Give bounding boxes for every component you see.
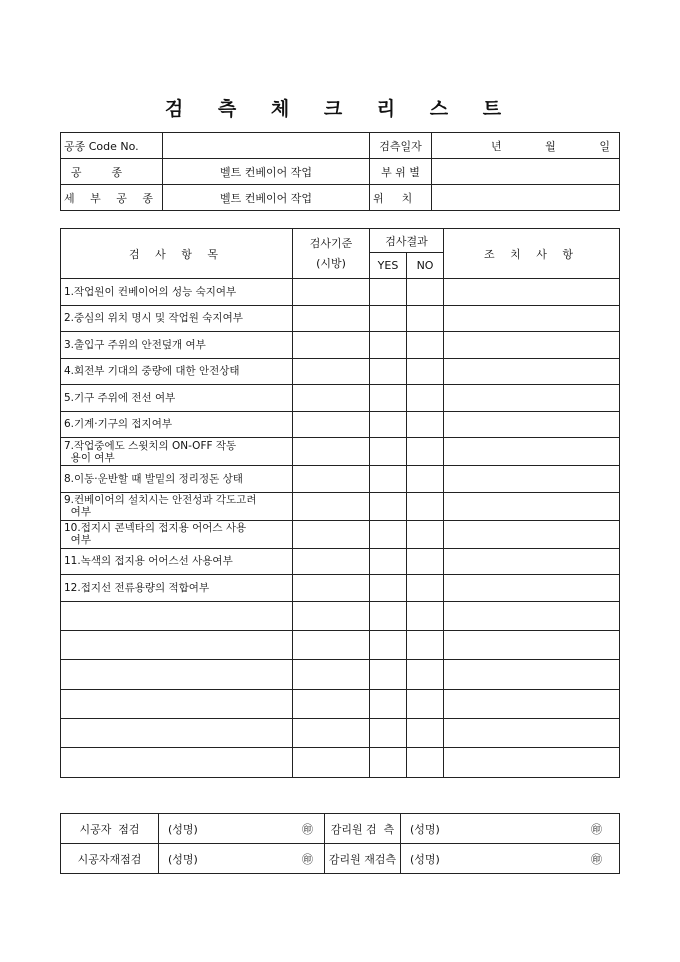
no-cell[interactable] <box>407 492 444 520</box>
seal-icon: ㊞ <box>591 822 602 836</box>
supervisor-recheck-sign[interactable] <box>401 844 620 874</box>
yes-cell[interactable] <box>370 660 407 689</box>
table-row <box>61 279 620 306</box>
contractor-check-sign[interactable] <box>159 814 325 844</box>
action-cell[interactable] <box>444 601 620 630</box>
contractor-check-label: 시공자 점검 <box>61 814 159 844</box>
action-cell[interactable] <box>444 719 620 748</box>
no-cell[interactable] <box>407 279 444 306</box>
code-value <box>163 133 370 159</box>
standard-cell[interactable] <box>293 548 370 575</box>
location-label: 위치 <box>370 185 432 211</box>
table-row <box>61 411 620 438</box>
table-row <box>61 719 620 748</box>
table-row <box>61 438 620 466</box>
no-cell[interactable] <box>407 575 444 602</box>
standard-cell[interactable] <box>293 748 370 777</box>
item-cell: 12.접지선 전류용량의 적합여부 <box>61 575 293 602</box>
item-cell <box>61 630 293 659</box>
table-row <box>61 385 620 412</box>
name-placeholder: (성명) <box>168 822 198 836</box>
no-cell[interactable] <box>407 305 444 332</box>
item-cell: 3.출입구 주위의 안전덮개 여부 <box>61 332 293 359</box>
standard-cell[interactable] <box>293 332 370 359</box>
item-cell <box>61 601 293 630</box>
col-yes-header: YES <box>370 253 407 279</box>
contractor-recheck-label: 시공자재점검 <box>61 844 159 874</box>
contractor-recheck-sign[interactable] <box>159 844 325 874</box>
table-row <box>61 332 620 359</box>
yes-cell[interactable] <box>370 279 407 306</box>
table-row <box>61 492 620 520</box>
location-value <box>432 185 620 211</box>
action-cell[interactable] <box>444 575 620 602</box>
action-cell[interactable] <box>444 332 620 359</box>
yes-cell[interactable] <box>370 438 407 466</box>
supervisor-check-label: 감리원 검 측 <box>325 814 401 844</box>
standard-cell[interactable] <box>293 689 370 718</box>
part-label: 부 위 별 <box>370 159 432 185</box>
item-cell: 8.이동·운반할 때 발밑의 정리정돈 상태 <box>61 466 293 493</box>
table-row <box>61 575 620 602</box>
item-cell <box>61 748 293 777</box>
supervisor-check-sign[interactable] <box>401 814 620 844</box>
item-cell: 10.접지시 콘넥타의 접지용 어어스 사용 여부 <box>61 520 293 548</box>
no-cell[interactable] <box>407 358 444 385</box>
item-cell <box>61 719 293 748</box>
yes-cell[interactable] <box>370 492 407 520</box>
standard-cell[interactable] <box>293 575 370 602</box>
item-cell <box>61 660 293 689</box>
work-label: 공종 <box>61 159 163 185</box>
standard-cell[interactable] <box>293 305 370 332</box>
code-label: 공종 Code No. <box>61 133 163 159</box>
yes-cell[interactable] <box>370 411 407 438</box>
action-cell[interactable] <box>444 279 620 306</box>
standard-cell[interactable] <box>293 358 370 385</box>
table-row <box>61 305 620 332</box>
table-row <box>61 358 620 385</box>
standard-cell[interactable] <box>293 385 370 412</box>
standard-cell[interactable] <box>293 719 370 748</box>
action-cell[interactable] <box>444 660 620 689</box>
yes-cell[interactable] <box>370 601 407 630</box>
col-item-header: 검 사 항 목 <box>61 229 293 279</box>
header-table <box>60 132 620 211</box>
yes-cell[interactable] <box>370 630 407 659</box>
supervisor-recheck-label: 감리원 재검측 <box>325 844 401 874</box>
action-cell[interactable] <box>444 466 620 493</box>
yes-cell[interactable] <box>370 385 407 412</box>
date-label: 검측일자 <box>370 133 432 159</box>
table-row <box>61 466 620 493</box>
no-cell[interactable] <box>407 332 444 359</box>
standard-cell[interactable] <box>293 411 370 438</box>
item-cell <box>61 689 293 718</box>
no-cell[interactable] <box>407 660 444 689</box>
action-cell[interactable] <box>444 492 620 520</box>
part-value <box>432 159 620 185</box>
no-cell[interactable] <box>407 548 444 575</box>
seal-icon: ㊞ <box>302 822 313 836</box>
action-cell[interactable] <box>444 385 620 412</box>
table-row <box>61 520 620 548</box>
item-cell: 1.작업원이 컨베이어의 성능 숙지여부 <box>61 279 293 306</box>
action-cell[interactable] <box>444 630 620 659</box>
action-cell[interactable] <box>444 748 620 777</box>
item-cell: 6.기계·기구의 접지여부 <box>61 411 293 438</box>
signature-table <box>60 813 620 874</box>
yes-cell[interactable] <box>370 689 407 718</box>
name-placeholder: (성명) <box>168 852 198 866</box>
standard-cell[interactable] <box>293 601 370 630</box>
detail-value: 벨트 컨베이어 작업 <box>163 185 370 211</box>
work-value: 벨트 컨베이어 작업 <box>163 159 370 185</box>
yes-cell[interactable] <box>370 575 407 602</box>
yes-cell[interactable] <box>370 305 407 332</box>
table-row <box>61 748 620 777</box>
date-month: 월 <box>545 139 556 153</box>
col-no-header: NO <box>407 253 444 279</box>
yes-cell[interactable] <box>370 358 407 385</box>
col-standard-header: 검사기준 (시방) <box>293 229 370 279</box>
standard-cell[interactable] <box>293 466 370 493</box>
standard-cell[interactable] <box>293 520 370 548</box>
no-cell[interactable] <box>407 438 444 466</box>
no-cell[interactable] <box>407 411 444 438</box>
col-result-header: 검사결과 <box>370 229 444 253</box>
yes-cell[interactable] <box>370 466 407 493</box>
no-cell[interactable] <box>407 748 444 777</box>
no-cell[interactable] <box>407 385 444 412</box>
standard-cell[interactable] <box>293 492 370 520</box>
date-value <box>432 133 620 159</box>
action-cell[interactable] <box>444 305 620 332</box>
date-day: 일 <box>599 139 610 153</box>
no-cell[interactable] <box>407 630 444 659</box>
action-cell[interactable] <box>444 689 620 718</box>
no-cell[interactable] <box>407 601 444 630</box>
no-cell[interactable] <box>407 520 444 548</box>
action-cell[interactable] <box>444 520 620 548</box>
date-year: 년 <box>491 139 502 153</box>
detail-label: 세 부 공 종 <box>61 185 163 211</box>
item-cell: 7.작업중에도 스윗치의 ON-OFF 작동 용이 여부 <box>61 438 293 466</box>
yes-cell[interactable] <box>370 332 407 359</box>
table-row <box>61 689 620 718</box>
table-row <box>61 630 620 659</box>
standard-cell[interactable] <box>293 660 370 689</box>
standard-cell[interactable] <box>293 438 370 466</box>
name-placeholder: (성명) <box>410 852 440 866</box>
name-placeholder: (성명) <box>410 822 440 836</box>
checklist-rows <box>61 279 620 778</box>
action-cell[interactable] <box>444 358 620 385</box>
action-cell[interactable] <box>444 438 620 466</box>
item-cell: 2.중심의 위치 명시 및 작업원 숙지여부 <box>61 305 293 332</box>
action-cell[interactable] <box>444 411 620 438</box>
standard-cell[interactable] <box>293 279 370 306</box>
item-cell: 5.기구 주위에 전선 여부 <box>61 385 293 412</box>
table-row <box>61 548 620 575</box>
yes-cell[interactable] <box>370 748 407 777</box>
item-cell: 11.녹색의 접지용 어어스선 사용여부 <box>61 548 293 575</box>
table-row <box>61 601 620 630</box>
checklist-table <box>60 228 620 778</box>
yes-cell[interactable] <box>370 548 407 575</box>
item-cell: 4.회전부 기대의 중량에 대한 안전상태 <box>61 358 293 385</box>
action-cell[interactable] <box>444 548 620 575</box>
no-cell[interactable] <box>407 466 444 493</box>
yes-cell[interactable] <box>370 520 407 548</box>
seal-icon: ㊞ <box>302 852 313 866</box>
no-cell[interactable] <box>407 719 444 748</box>
col-action-header: 조 치 사 항 <box>444 229 620 279</box>
yes-cell[interactable] <box>370 719 407 748</box>
item-cell: 9.컨베이어의 설치시는 안전성과 각도고려 여부 <box>61 492 293 520</box>
page-title: 검 측 체 크 리 스 트 <box>164 98 516 120</box>
no-cell[interactable] <box>407 689 444 718</box>
table-row <box>61 660 620 689</box>
seal-icon: ㊞ <box>591 852 602 866</box>
standard-cell[interactable] <box>293 630 370 659</box>
